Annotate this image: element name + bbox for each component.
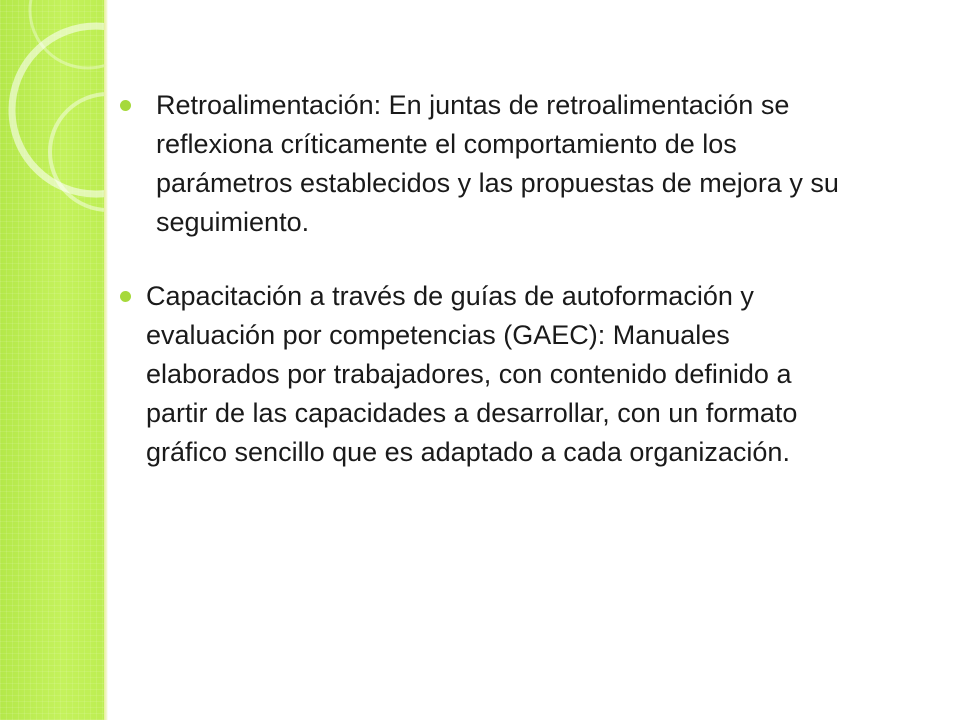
bullet-list bbox=[118, 86, 858, 472]
decorative-ring-large bbox=[12, 26, 108, 194]
bullet-text-retroalimentacion: Retroalimentación: En juntas de retroalimentación se reflexiona críticamente el comportamiento de los parámetros establecidos y las propuestas de mejora y su seguimiento. bbox=[156, 90, 839, 237]
bullet-point-icon bbox=[120, 291, 131, 302]
bullet-item bbox=[118, 277, 858, 472]
decorative-circles bbox=[0, 0, 108, 720]
bullet-item bbox=[118, 86, 858, 242]
bullet-text-capacitacion: Capacitación a través de guías de autoformación y evaluación por competencias (GAEC): Manuales elaborados por trabajadores, con contenido definido a partir de las capacidades a desarrollar, con un formato gráfico sencillo que es adaptado a cada organización. bbox=[146, 281, 798, 467]
band-edge-divider bbox=[104, 0, 108, 720]
bullet-point-icon bbox=[120, 100, 131, 111]
